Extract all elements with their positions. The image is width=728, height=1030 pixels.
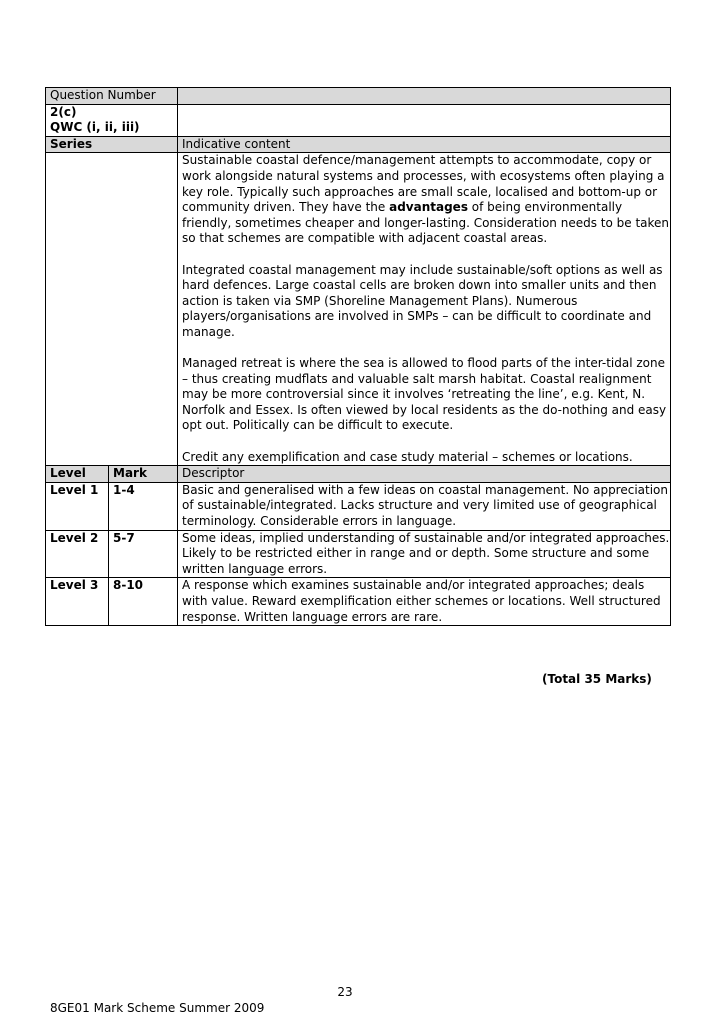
level-row (46, 578, 671, 626)
series-label: Series (46, 136, 178, 153)
question-id-row (46, 104, 671, 136)
indicative-paragraph-1 (182, 153, 670, 247)
indicative-content-label: Indicative content (178, 136, 671, 153)
indicative-content-row (46, 153, 671, 466)
level-mark: 8-10 (109, 578, 178, 626)
question-id-cell (46, 104, 178, 136)
question-number-label: Question Number (46, 88, 178, 105)
level-row (46, 530, 671, 578)
indicative-p1-text-a: Sustainable coastal defence/management attempts to accommodate, copy or work alongside natural systems and processes, with ecosystems often playing a key role. Typically such approaches are small scale, localised and bottom-up or community driven. They have the (182, 153, 665, 215)
level-header: Level (46, 466, 109, 483)
level-label: Level 2 (46, 530, 109, 578)
level-descriptor: Some ideas, implied understanding of sustainable and/or integrated approaches. Likely to be restricted either in range and or depth. Some structure and some written language errors. (178, 530, 671, 578)
descriptor-header: Descriptor (178, 466, 671, 483)
indicative-paragraph-2: Integrated coastal management may include sustainable/soft options as well as hard defences. Large coastal cells are broken down into smaller units and then action is taken via SMP (Shoreline Management Plans). Numerous players/organisations are involved in SMPs – can be difficult to coordinate and manage. (182, 262, 663, 339)
indicative-p1-bold: advantages (389, 200, 468, 215)
question-id: 2(c) (50, 104, 77, 119)
total-marks: (Total 35 Marks) (542, 672, 652, 686)
series-row (46, 136, 671, 153)
question-number-row (46, 88, 671, 105)
level-mark: 1-4 (109, 482, 178, 530)
indicative-p1-text-b: of being environmentally friendly, sometimes cheaper and longer-lasting. Consideration needs to be taken so that schemes are compatible with adjacent coastal areas. (182, 200, 670, 246)
level-row (46, 482, 671, 530)
level-descriptor: Basic and generalised with a few ideas on coastal management. No appreciation of sustainable/integrated. Lacks structure and very limited use of geographical terminology. Considerable errors in language. (178, 482, 671, 530)
footer-text: 8GE01 Mark Scheme Summer 2009 (50, 1001, 265, 1015)
mark-scheme-table (45, 87, 671, 626)
level-mark: 5-7 (109, 530, 178, 578)
indicative-paragraph-4: Credit any exemplification and case study material – schemes or locations. (182, 449, 633, 464)
level-label: Level 3 (46, 578, 109, 626)
indicative-paragraph-3: Managed retreat is where the sea is allowed to flood parts of the inter-tidal zone – thus creating mudflats and valuable salt marsh habitat. Coastal realignment may be more controversial since it involves ‘retreating the line’, e.g. Kent, N. Norfolk and Essex. Is often viewed by local residents as the do-nothing and easy opt out. Politically can be difficult to execute. (182, 356, 667, 433)
indicative-blank (46, 153, 178, 466)
question-number-blank (178, 88, 671, 105)
page-number: 23 (337, 985, 353, 999)
indicative-content (178, 153, 671, 466)
level-label: Level 1 (46, 482, 109, 530)
level-descriptor: A response which examines sustainable and/or integrated approaches; deals with value. Reward exemplification either schemes or locations. Well structured response. Written language errors are rare. (178, 578, 671, 626)
question-id-blank (178, 104, 671, 136)
levels-header-row (46, 466, 671, 483)
qwc-label: QWC (i, ii, iii) (50, 120, 140, 135)
mark-header: Mark (109, 466, 178, 483)
